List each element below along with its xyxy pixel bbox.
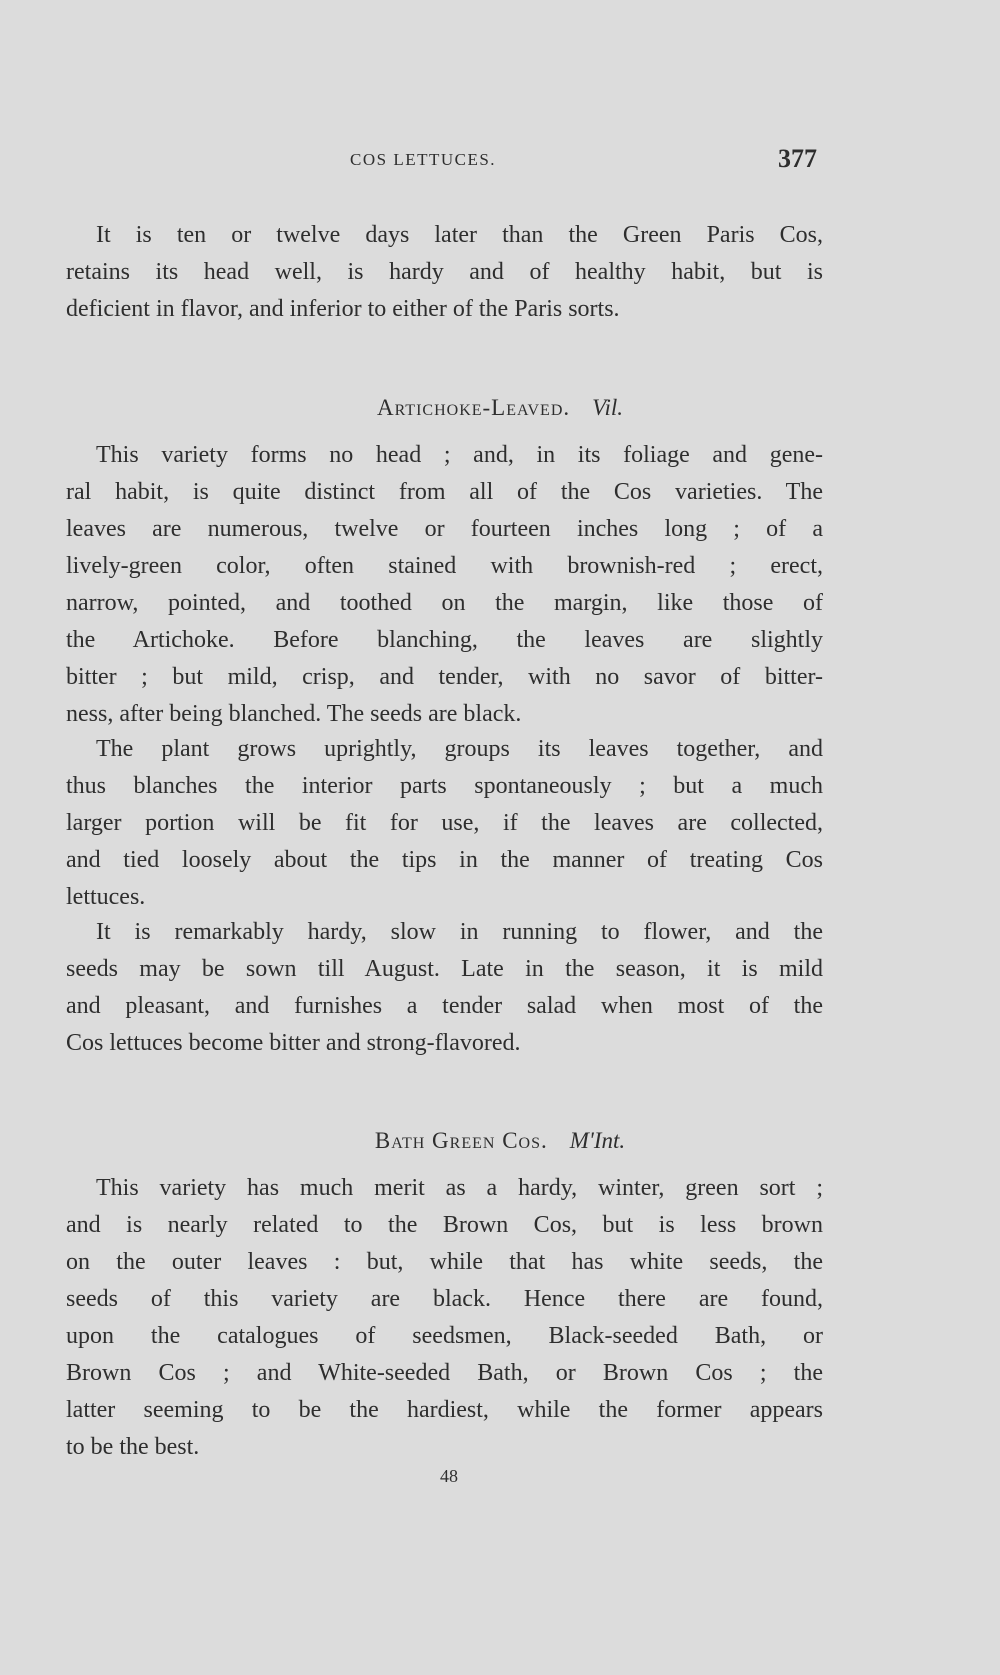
text-line: leaves are numerous, twelve or fourteen inches long ; of a	[66, 516, 823, 542]
text-line: The plant grows uprightly, groups its leaves together, and	[96, 736, 823, 762]
text-line: to be the best.	[66, 1434, 200, 1460]
heading-title: Artichoke-Leaved.	[376, 395, 571, 420]
text-line: thus blanches the interior parts spontaneously ; but a much	[66, 773, 823, 799]
heading-authority: M'Int.	[569, 1128, 626, 1153]
text-line: deficient in flavor, and inferior to either of the Paris sorts.	[66, 296, 620, 322]
text-line: the Artichoke. Before blanching, the leaves are slightly	[66, 627, 823, 653]
paragraph	[66, 914, 823, 1062]
text-line: This variety forms no head ; and, in its foliage and gene-	[96, 442, 823, 468]
text-line: lettuces.	[66, 884, 146, 910]
text-line: It is remarkably hardy, slow in running to flower, and the	[96, 919, 823, 945]
heading-authority: Vil.	[592, 395, 623, 420]
text-line: This variety has much merit as a hardy, winter, green sort ;	[96, 1175, 823, 1201]
text-line: It is ten or twelve days later than the Green Paris Cos,	[96, 222, 823, 248]
paragraph	[66, 731, 823, 916]
page-number: 377	[778, 144, 817, 173]
heading-title: Bath Green Cos.	[374, 1128, 548, 1153]
paragraph	[66, 437, 823, 733]
text-line: Cos lettuces become bitter and strong-flavored.	[66, 1030, 521, 1056]
text-line: on the outer leaves : but, while that has white seeds, the	[66, 1249, 823, 1275]
text-line: retains its head well, is hardy and of healthy habit, but is	[66, 259, 823, 285]
running-head: COS LETTUCES.	[350, 150, 497, 169]
text-line: Brown Cos ; and White-seeded Bath, or Brown Cos ; the	[66, 1360, 823, 1386]
text-line: narrow, pointed, and toothed on the margin, like those of	[66, 590, 823, 616]
text-line: seeds of this variety are black. Hence there are found,	[66, 1286, 823, 1312]
text-line: latter seeming to be the hardiest, while the former appears	[66, 1397, 823, 1423]
section-heading	[0, 1122, 1000, 1159]
section-heading	[0, 389, 1000, 426]
text-line: seeds may be sown till August. Late in the season, it is mild	[66, 956, 823, 982]
signature-mark: 48	[440, 1466, 458, 1486]
paragraph	[66, 217, 823, 328]
text-line: bitter ; but mild, crisp, and tender, with no savor of bitter-	[66, 664, 823, 690]
text-line: lively-green color, often stained with brownish-red ; erect,	[66, 553, 823, 579]
text-line: and is nearly related to the Brown Cos, but is less brown	[66, 1212, 823, 1238]
text-line: ness, after being blanched. The seeds are black.	[66, 701, 522, 727]
text-line: and pleasant, and furnishes a tender salad when most of the	[66, 993, 823, 1019]
text-line: larger portion will be fit for use, if the leaves are collected,	[66, 810, 823, 836]
paragraph	[66, 1170, 823, 1466]
text-line: and tied loosely about the tips in the manner of treating Cos	[66, 847, 823, 873]
text-line: upon the catalogues of seedsmen, Black-seeded Bath, or	[66, 1323, 823, 1349]
text-line: ral habit, is quite distinct from all of the Cos varieties. The	[66, 479, 823, 505]
